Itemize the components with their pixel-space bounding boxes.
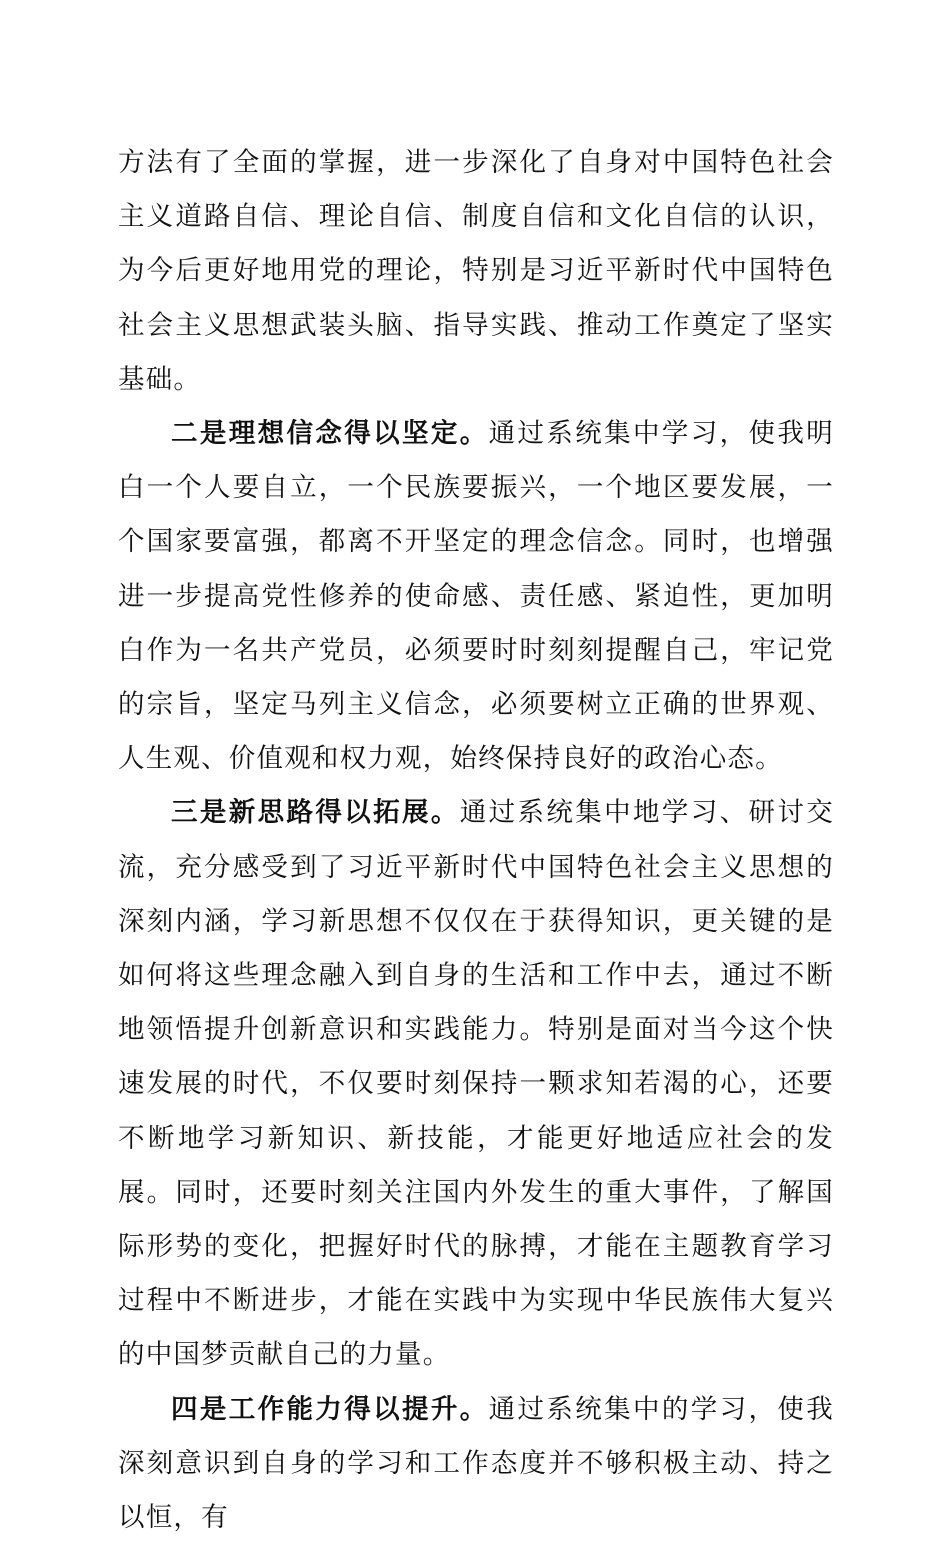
paragraph-work-ability	[118, 1383, 834, 1545]
paragraph-heading: 二是理想信念得以坚定。	[171, 418, 489, 450]
paragraph-text: 通过系统集中地学习、研讨交流，充分感受到了习近平新时代中国特色社会主义思想的深刻内涵，学习新思想不仅仅在于获得知识，更关键的是如何将这些理念融入到自身的生活和工作中去，通过不断地领悟提升创新意识和实践能力。特别是面对当今这个快速发展的时代，不仅要时刻保持一颗求知若渴的心，还要不断地学习新知识、新技能，才能更好地适应社会的发展。同时，还要时刻关注国内外发生的重大事件，了解国际形势的变化，把握好时代的脉搏，才能在主题教育学习过程中不断进步，才能在实践中为实现中华民族伟大复兴的中国梦贡献自己的力量。	[118, 797, 835, 1371]
paragraph-text: 通过系统集中的学习，使我深刻意识到自身的学习和工作态度并不够积极主动、持之以恒，有	[118, 1393, 835, 1534]
paragraph-ideals-belief	[118, 407, 834, 786]
paragraph-heading: 三是新思路得以拓展。	[171, 797, 460, 829]
document-body	[118, 136, 834, 1545]
paragraph-continuation	[118, 136, 834, 407]
paragraph-new-thinking	[118, 786, 834, 1382]
paragraph-text: 通过系统集中学习，使我明白一个人要自立，一个民族要振兴，一个地区要发展，一个国家要富强，都离不开坚定的理念信念。同时，也增强进一步提高党性修养的使命感、责任感、紧迫性，更加明白作为一名共产党员，必须要时时刻刻提醒自己，牢记党的宗旨，坚定马列主义信念，必须要树立正确的世界观、人生观、价值观和权力观，始终保持良好的政治心态。	[118, 418, 835, 775]
paragraph-heading: 四是工作能力得以提升。	[171, 1393, 489, 1425]
paragraph-text: 方法有了全面的掌握，进一步深化了自身对中国特色社会主义道路自信、理论自信、制度自信和文化自信的认识，为今后更好地用党的理论，特别是习近平新时代中国特色社会主义思想武装头脑、指导实践、推动工作奠定了坚实基础。	[118, 147, 834, 395]
